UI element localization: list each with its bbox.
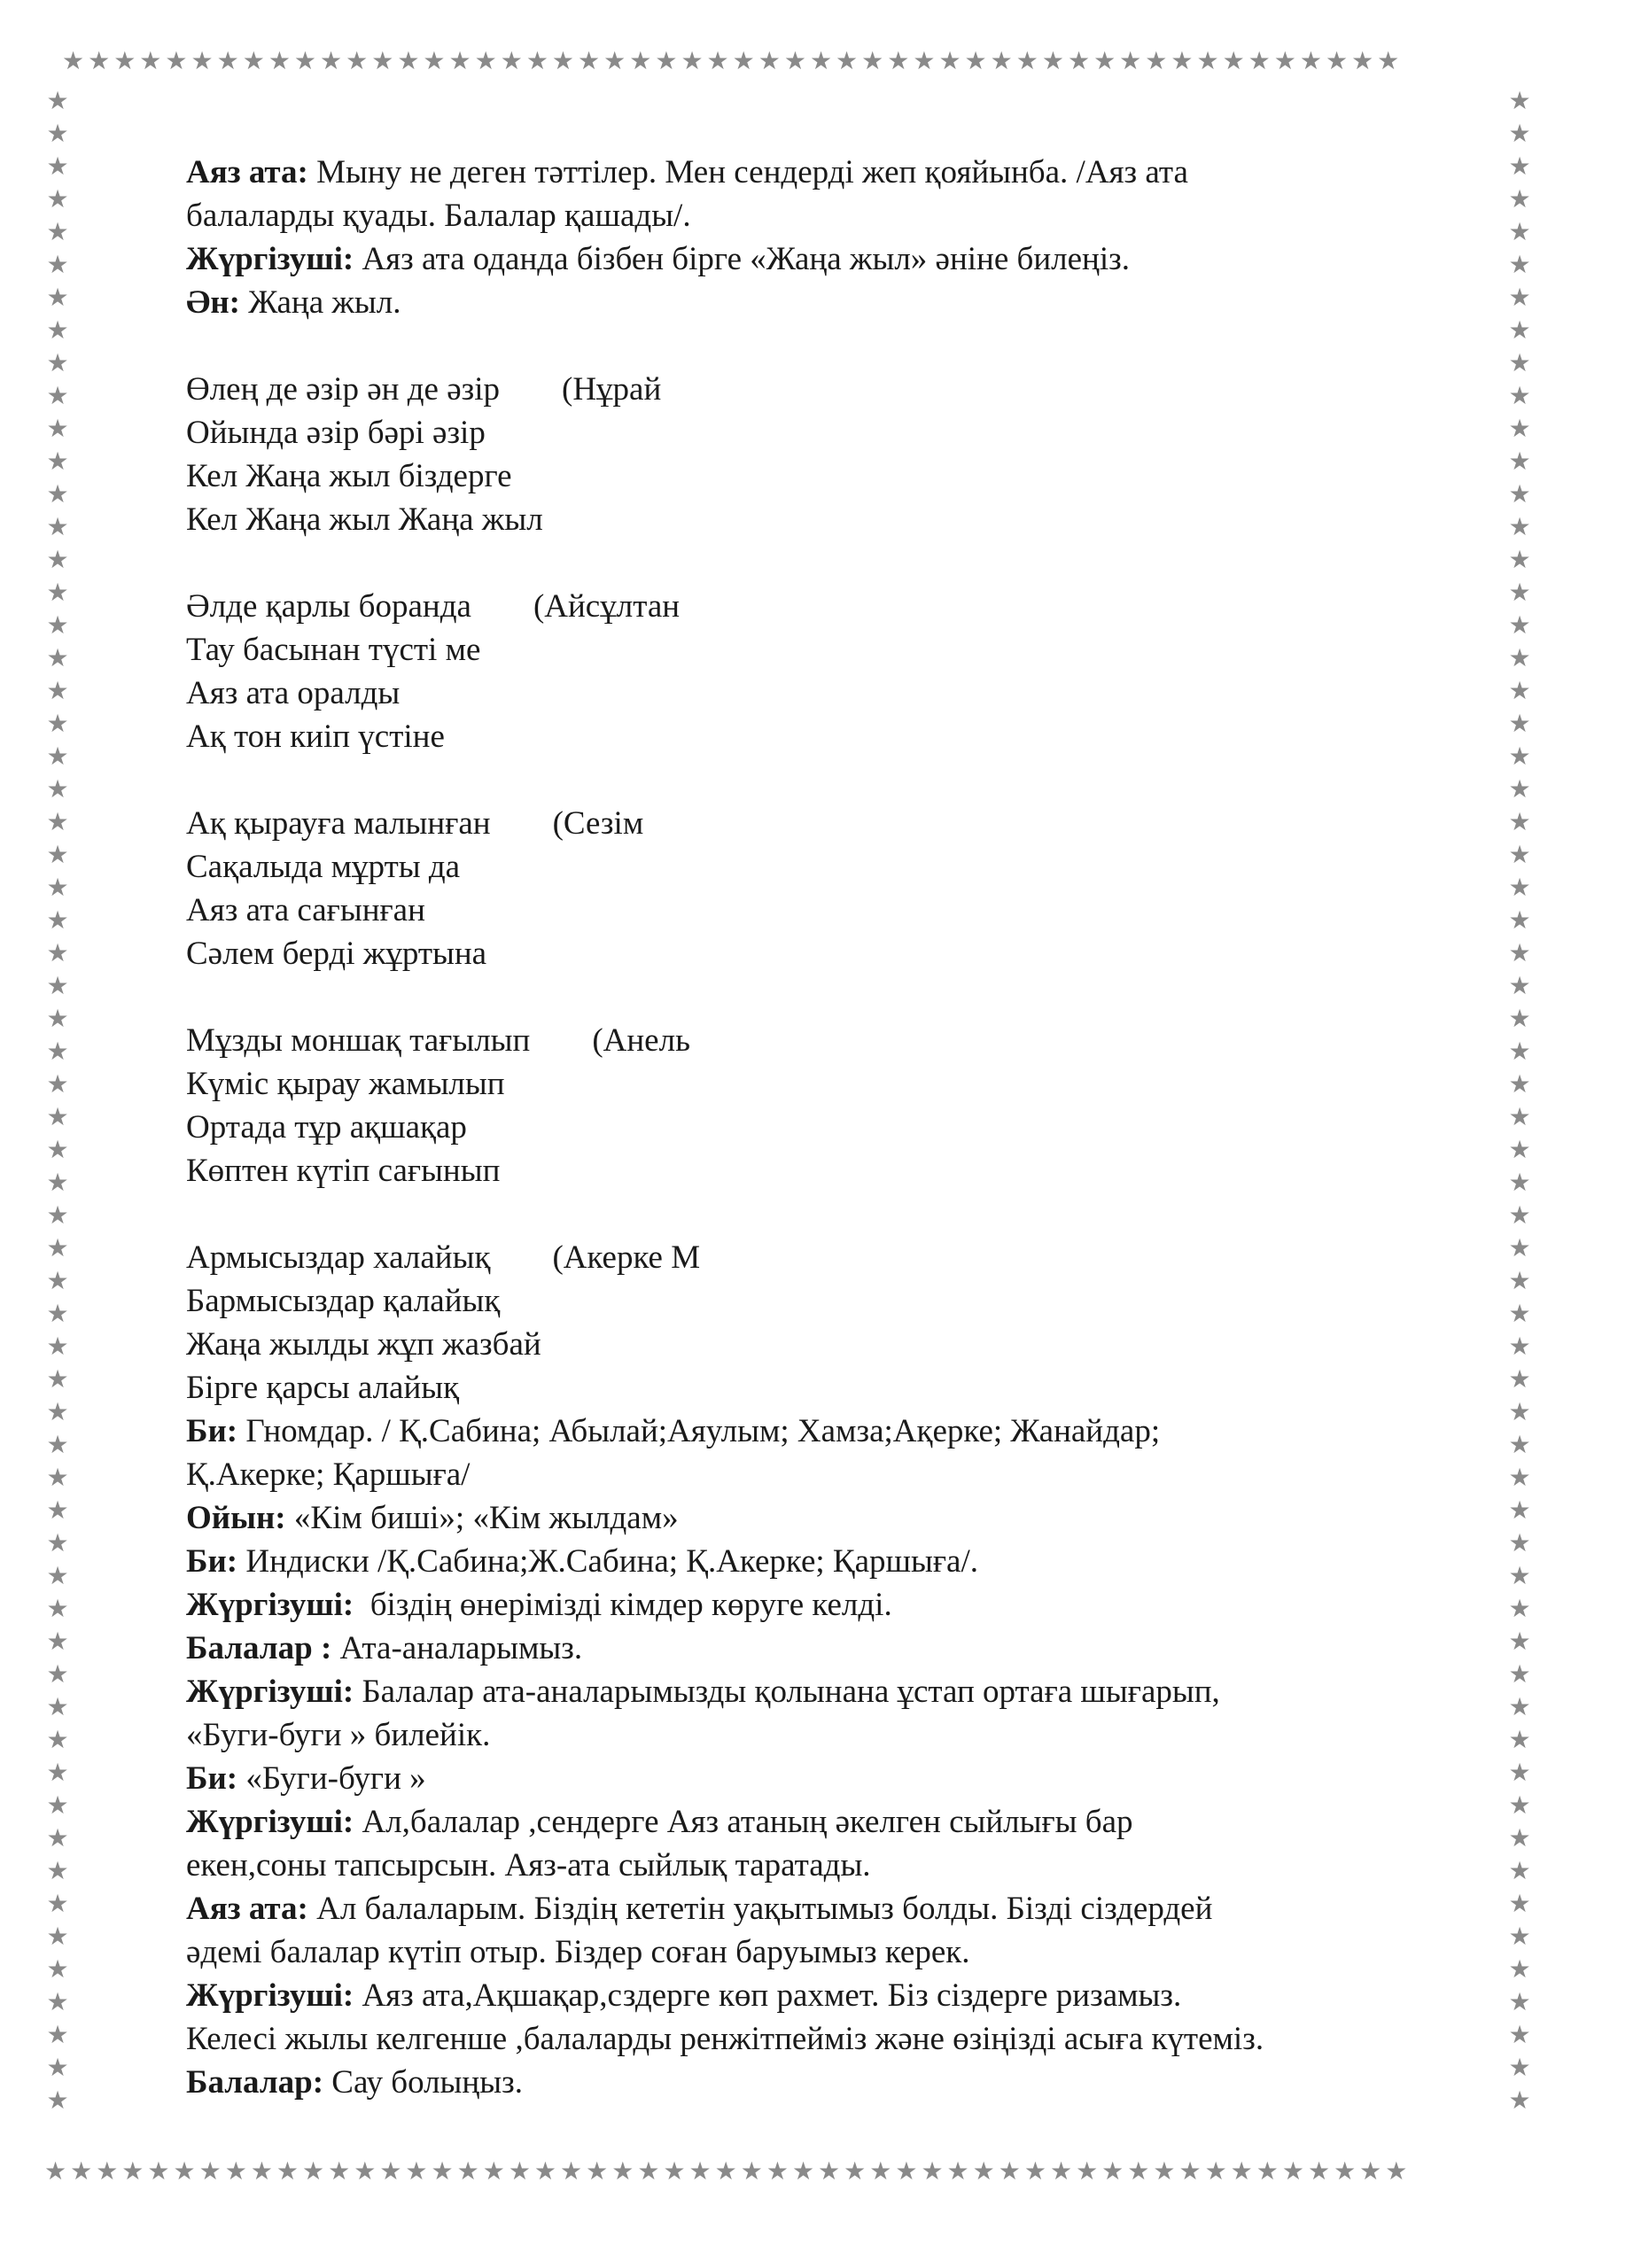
verse-block [186, 585, 1444, 758]
dialogue-line [186, 1887, 1444, 1930]
speaker-label: Жүргізуші: [186, 1804, 354, 1840]
verse-block [186, 368, 1444, 541]
verse-line-text: Кел Жаңа жыл біздерге [186, 458, 512, 494]
dialogue-line [186, 1540, 1444, 1583]
verse-line-text: Ортада тұр ақшақар [186, 1109, 467, 1146]
dialogue-text: Келесі жылы келгенше ,балаларды ренжітпейміз және өзіңізді асыға күтеміз. [186, 2021, 1264, 2057]
verse-block [186, 802, 1444, 975]
verse-line [186, 628, 1444, 672]
verse-line-text: Жаңа жылды жұп жазбай [186, 1326, 541, 1363]
dialogue-text: Аяз ата оданда бізбен бірге «Жаңа жыл» әніне билеңіз. [354, 241, 1130, 277]
dialogue-text: Гномдар. / Қ.Сабина; Абылай;Аяулым; Хамза;Ақерке; Жанайдар; [237, 1413, 1161, 1449]
speaker-label: Ойын: [186, 1500, 286, 1536]
dialogue-line [186, 151, 1444, 194]
verse-line [186, 585, 1444, 628]
verse-line [186, 454, 1444, 498]
speaker-label: Балалар: [186, 2064, 324, 2101]
dialogue-line [186, 1930, 1444, 1974]
star-border-left: ★ ★ ★ ★ ★ ★ ★ ★ ★ ★ ★ ★ ★ ★ ★ ★ ★ ★ ★ ★ ★ ★ ★ ★ ★ ★ ★ ★ ★ ★ ★ ★ ★ ★ ★ ★ ★ ★ ★ ★ ★ ★ ★ ★ ★ ★ ★ ★ ★ ★ ★ ★ ★ ★ ★ ★ ★ ★ ★ ★ ★ ★ [46, 86, 69, 2115]
dialogue-text: Ата-аналарымыз. [331, 1630, 583, 1666]
verse-line [186, 1062, 1444, 1106]
speaker-label: Жүргізуші: [186, 1587, 354, 1623]
dialogue-line [186, 1453, 1444, 1496]
dialogue-text: Жаңа жыл. [239, 284, 401, 321]
dialogue-line [186, 2061, 1444, 2104]
dialogue-text: Аяз ата,Ақшақар,сздерге көп рахмет. Біз сіздерге ризамыз. [354, 1977, 1182, 2014]
dialogue-text: Балалар ата-аналарымызды қолынана ұстап ортаға шығарып, [354, 1674, 1220, 1710]
dialogue-line [186, 1713, 1444, 1757]
dialogue-line [186, 2017, 1444, 2061]
speaker-label: Ән: [186, 284, 240, 321]
dialogue-text: әдемі балалар күтіп отыр. Біздер соған баруымыз керек. [186, 1934, 970, 1970]
verse-line-text: Мұзды моншақ тағылып [186, 1022, 531, 1059]
dialogue-line [186, 1670, 1444, 1713]
dialogue-text: Ал балаларым. Біздің кететін уақытымыз болды. Бізді сіздердей [307, 1891, 1213, 1927]
dialogue-text: біздің өнерімізді кімдер көруге келді. [354, 1587, 892, 1623]
verse-line-text: Бармысыздар қалайық [186, 1283, 501, 1319]
dialogue-text: Қ.Акерке; Қаршыға/ [186, 1456, 471, 1493]
dialogue-line [186, 1583, 1444, 1627]
performer-name: (Акерке М [552, 1239, 701, 1276]
speaker-label: Балалар : [186, 1630, 332, 1666]
verse-line [186, 845, 1444, 889]
verse-line-text: Ақ тон киіп үстіне [186, 718, 445, 755]
verse-line-text: Сәлем берді жұртына [186, 936, 487, 972]
verse-line-text: Аяз ата сағынған [186, 892, 425, 928]
intro-section [186, 151, 1444, 324]
verse-line [186, 1323, 1444, 1366]
verse-line [186, 498, 1444, 541]
verse-line-text: Тау басынан түсті ме [186, 632, 481, 668]
speaker-label: Би: [186, 1543, 238, 1580]
verse-line-text: Ойында әзір бәрі әзір [186, 415, 486, 451]
verse-line [186, 1279, 1444, 1323]
dialogue-line [186, 1410, 1444, 1453]
song-verses [186, 368, 1444, 1410]
verse-line [186, 889, 1444, 932]
speaker-label: Би: [186, 1760, 238, 1797]
dialogue-line [186, 1627, 1444, 1670]
verse-line [186, 672, 1444, 715]
verse-line [186, 932, 1444, 975]
verse-line [186, 1106, 1444, 1149]
speaker-label: Жүргізуші: [186, 1674, 354, 1710]
verse-line-text: Өлең де әзір ән де әзір [186, 371, 501, 408]
dialogue-text: екен,соны тапсырсын. Аяз-ата сыйлық таратады. [186, 1847, 871, 1884]
verse-line-text: Күміс қырау жамылып [186, 1066, 505, 1102]
dialogue-text: Ал,балалар ,сендерге Аяз атаның әкелген сыйлығы бар [354, 1804, 1133, 1840]
speaker-label: Аяз ата: [186, 1891, 308, 1927]
verse-line [186, 1366, 1444, 1410]
performer-name: (Айсұлтан [533, 588, 681, 625]
verse-line [186, 1019, 1444, 1062]
dialogue-line [186, 237, 1444, 281]
dialogue-text: Индиски /Қ.Сабина;Ж.Сабина; Қ.Акерке; Қаршыға/. [237, 1543, 978, 1580]
verse-line-text: Әлде қарлы боранда [186, 588, 471, 625]
dialogue-line [186, 1974, 1444, 2017]
verse-line [186, 411, 1444, 454]
script-text [186, 151, 1444, 2104]
speaker-label: Аяз ата: [186, 154, 308, 190]
dialogue-line [186, 194, 1444, 237]
verse-line [186, 368, 1444, 411]
verse-line [186, 1236, 1444, 1279]
dialogue-line [186, 281, 1444, 324]
speaker-label: Жүргізуші: [186, 1977, 354, 2014]
verse-line-text: Кел Жаңа жыл Жаңа жыл [186, 501, 543, 538]
verse-line-text: Ақ қырауға малынған [186, 805, 491, 842]
dialogue-line [186, 1757, 1444, 1800]
speaker-label: Жүргізуші: [186, 241, 354, 277]
dialogue-text: «Буги-буги » билейік. [186, 1717, 491, 1753]
verse-line [186, 715, 1444, 758]
dialogue-text: «Кім биші»; «Кім жылдам» [285, 1500, 679, 1536]
star-border-bottom: ★★★★★★★★★★★★★★★★★★★★★★★★★★★★★★★★★★★★★★★★★★★★★★★★★★★★★ [44, 2156, 1412, 2186]
dialogue-line [186, 1844, 1444, 1887]
star-border-right: ★ ★ ★ ★ ★ ★ ★ ★ ★ ★ ★ ★ ★ ★ ★ ★ ★ ★ ★ ★ ★ ★ ★ ★ ★ ★ ★ ★ ★ ★ ★ ★ ★ ★ ★ ★ ★ ★ ★ ★ ★ ★ ★ ★ ★ ★ ★ ★ ★ ★ ★ ★ ★ ★ ★ ★ ★ ★ ★ ★ ★ ★ [1508, 86, 1531, 2115]
dialogue-line [186, 1800, 1444, 1844]
dialogue-line [186, 1496, 1444, 1540]
performer-name: (Нұрай [562, 371, 662, 408]
verse-line [186, 802, 1444, 845]
verse-line [186, 1149, 1444, 1192]
verse-line-text: Көптен күтіп сағынып [186, 1153, 501, 1189]
performer-name: (Сезім [552, 805, 644, 842]
speaker-label: Би: [186, 1413, 238, 1449]
performer-name: (Анель [592, 1022, 690, 1059]
outro-section [186, 1410, 1444, 2104]
star-border-top: ★★★★★★★★★★★★★★★★★★★★★★★★★★★★★★★★★★★★★★★★★★★★★★★★★★★★ [62, 46, 1404, 75]
verse-line-text: Армысыздар халайық [186, 1239, 491, 1276]
verse-line-text: Аяз ата оралды [186, 675, 401, 711]
dialogue-text: «Буги-буги » [237, 1760, 426, 1797]
verse-line-text: Сақалыда мұрты да [186, 849, 461, 885]
verse-block [186, 1019, 1444, 1192]
verse-block [186, 1236, 1444, 1410]
verse-line-text: Бірге қарсы алайық [186, 1370, 460, 1406]
dialogue-text: балаларды қуады. Балалар қашады/. [186, 198, 691, 234]
dialogue-text: Мыну не деген тәттілер. Мен сендерді жеп қояйынба. /Аяз ата [307, 154, 1188, 190]
dialogue-text: Сау болыңыз. [323, 2064, 523, 2101]
